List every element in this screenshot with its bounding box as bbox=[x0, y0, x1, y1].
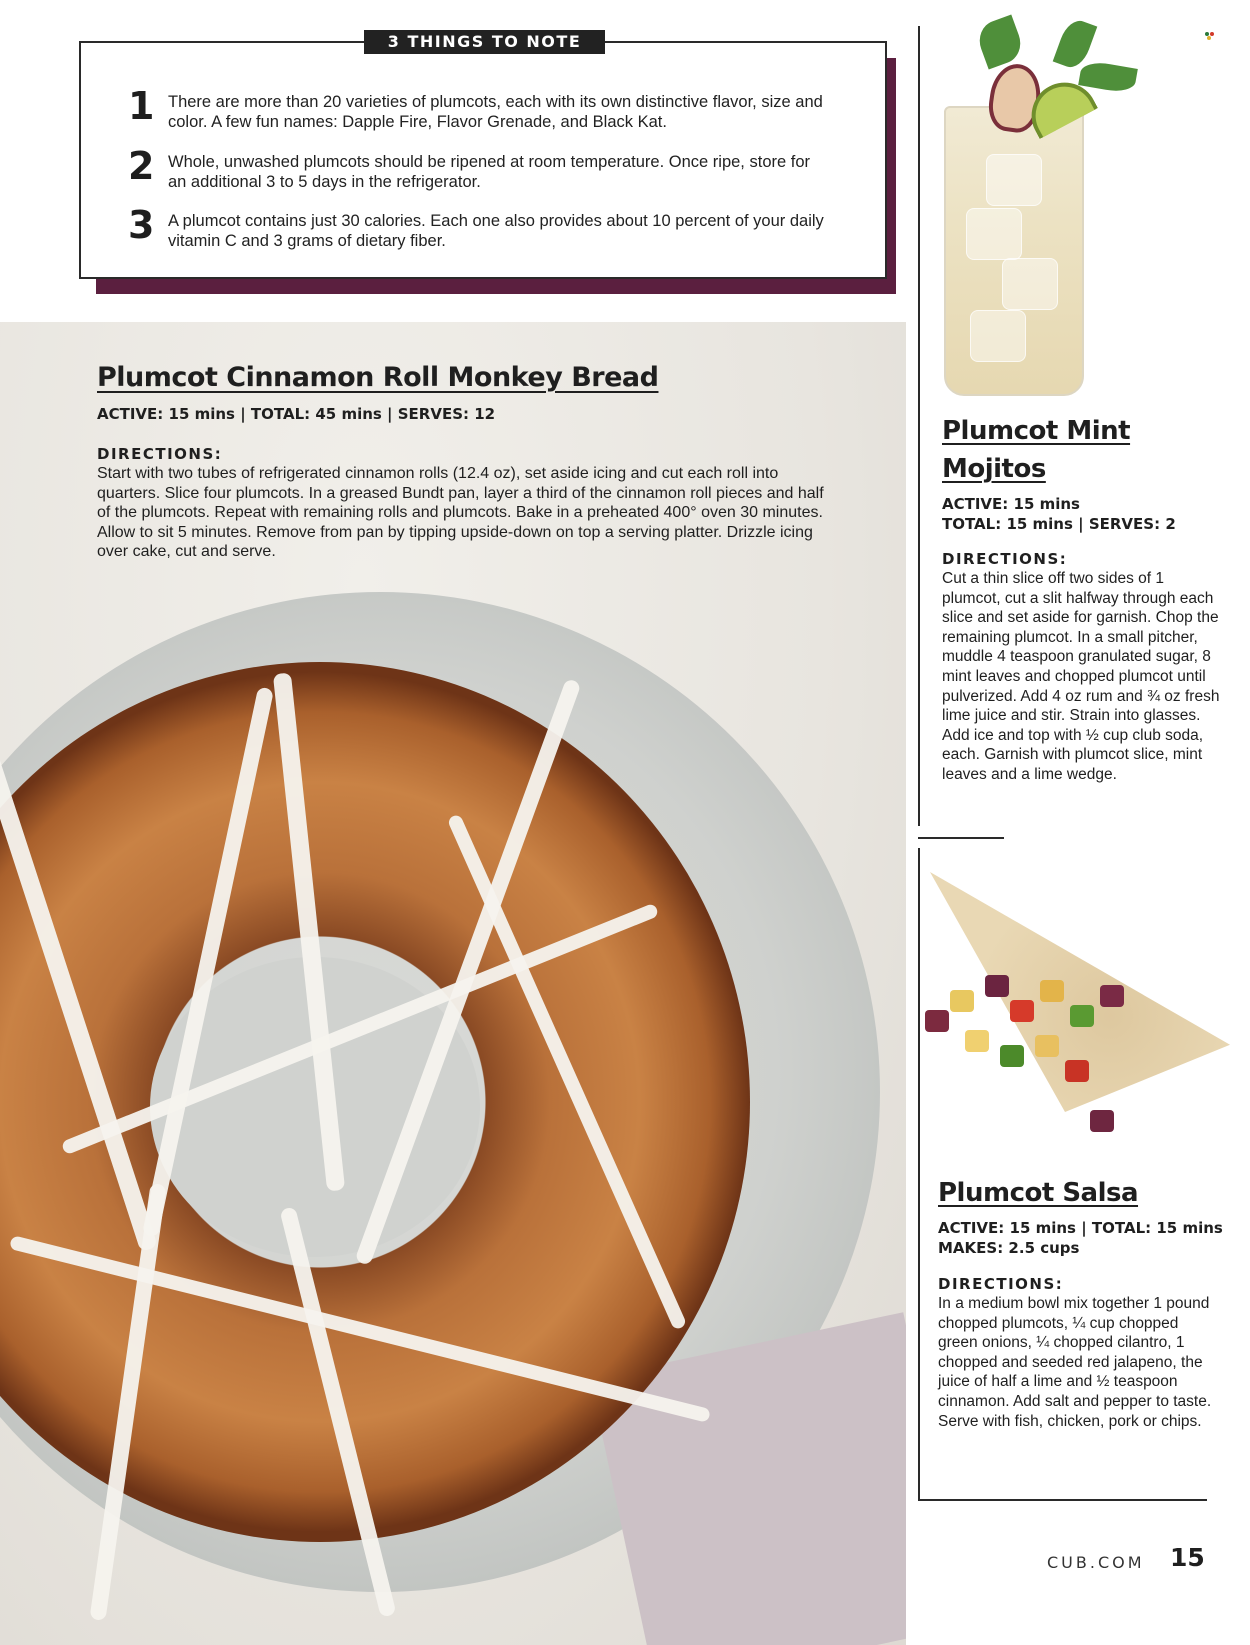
mint-leaf bbox=[1078, 59, 1138, 94]
salsa-piece bbox=[1090, 1110, 1114, 1132]
note-number: 3 bbox=[128, 203, 155, 247]
note-text: There are more than 20 varieties of plumcots, each with its own distinctive flavor, size and color. A few fun names: Dapple Fire, Flavor Grenade, and Black Kat. bbox=[168, 93, 823, 131]
salsa-piece bbox=[1070, 1005, 1094, 1027]
site-url: CUB.COM bbox=[1047, 1553, 1145, 1572]
salsa-piece bbox=[1100, 985, 1124, 1007]
section-divider bbox=[918, 1499, 1207, 1501]
section-divider bbox=[918, 837, 1004, 839]
ice-cube bbox=[986, 154, 1042, 206]
note-number: 1 bbox=[128, 84, 155, 128]
ice-cube bbox=[1002, 258, 1058, 310]
note-text: Whole, unwashed plumcots should be ripened at room temperature. Once ripe, store for an additional 3 to 5 days in the refrigerator. bbox=[168, 153, 811, 191]
salsa-piece bbox=[985, 975, 1009, 997]
salsa-piece bbox=[1065, 1060, 1089, 1082]
salsa-piece bbox=[965, 1030, 989, 1052]
salsa-title: Plumcot Salsa bbox=[938, 1178, 1139, 1208]
salsa-directions: In a medium bowl mix together 1 pound chopped plumcots, ¼ cup chopped green onions, ¼ chopped cilantro, 1 chopped and seeded red jalapeno, the juice of half a lime and ½ teaspoon cinnamon. Add salt and pepper to taste. Serve with fish, chicken, pork or chips. bbox=[938, 1295, 1212, 1430]
note-number: 2 bbox=[128, 144, 155, 188]
mojito-meta bbox=[942, 494, 1176, 534]
page-number: 15 bbox=[1170, 1543, 1205, 1572]
mint-leaf bbox=[974, 14, 1027, 69]
brand-dots-icon bbox=[1205, 32, 1215, 40]
salsa-active-total: ACTIVE: 15 mins | TOTAL: 15 mins bbox=[938, 1219, 1223, 1237]
mojito-directions: Cut a thin slice off two sides of 1 plumcot, cut a slit halfway through each slice and set aside for garnish. Chop the remaining plumcot. In a small pitcher, muddle 4 teaspoon granulated sugar, 8 mint leaves and chopped plumcot until pulverized. Add 4 oz rum and ¾ oz fresh lime juice and stir. Strain into glasses. Add ice and top with ½ cup club soda, each. Garnish with plumcot slice, mint leaves and a lime wedge. bbox=[942, 570, 1220, 783]
salsa-piece bbox=[950, 990, 974, 1012]
mojito-directions-label: DIRECTIONS: bbox=[942, 550, 1068, 568]
salsa-meta bbox=[938, 1218, 1223, 1258]
monkey-bread-meta: ACTIVE: 15 mins | TOTAL: 45 mins | SERVES: 12 bbox=[97, 405, 496, 423]
mojito-total: TOTAL: 15 mins | SERVES: 2 bbox=[942, 515, 1176, 533]
salsa-piece bbox=[1000, 1045, 1024, 1067]
monkey-bread-title: Plumcot Cinnamon Roll Monkey Bread bbox=[97, 362, 659, 393]
mojito-active: ACTIVE: 15 mins bbox=[942, 495, 1080, 513]
notes-header: 3 THINGS TO NOTE bbox=[364, 30, 605, 54]
monkey-bread-directions-label: DIRECTIONS: bbox=[97, 445, 223, 463]
salsa-piece bbox=[1035, 1035, 1059, 1057]
salsa-makes: MAKES: 2.5 cups bbox=[938, 1239, 1080, 1257]
ice-cube bbox=[966, 208, 1022, 260]
column-divider bbox=[918, 26, 920, 826]
salsa-directions-label: DIRECTIONS: bbox=[938, 1275, 1064, 1293]
note-text: A plumcot contains just 30 calories. Each one also provides about 10 percent of your daily vitamin C and 3 grams of dietary fiber. bbox=[168, 212, 824, 250]
mojito-glass-photo bbox=[944, 106, 1084, 396]
mojito-title: Plumcot Mint Mojitos bbox=[942, 416, 1131, 484]
ice-cube bbox=[970, 310, 1026, 362]
salsa-piece bbox=[1040, 980, 1064, 1002]
salsa-piece bbox=[1010, 1000, 1034, 1022]
salsa-piece bbox=[925, 1010, 949, 1032]
monkey-bread-directions: Start with two tubes of refrigerated cinnamon rolls (12.4 oz), set aside icing and cut each roll into quarters. Slice four plumcots. In a greased Bundt pan, layer a third of the cinnamon roll pieces and half of the plumcots. Repeat with remaining rolls and plumcots. Bake in a preheated 400° oven 30 minutes. Allow to sit 5 minutes. Remove from pan by tipping upside-down on top a serving platter. Drizzle icing over cake, cut and serve. bbox=[97, 465, 824, 561]
column-divider bbox=[918, 848, 920, 1500]
